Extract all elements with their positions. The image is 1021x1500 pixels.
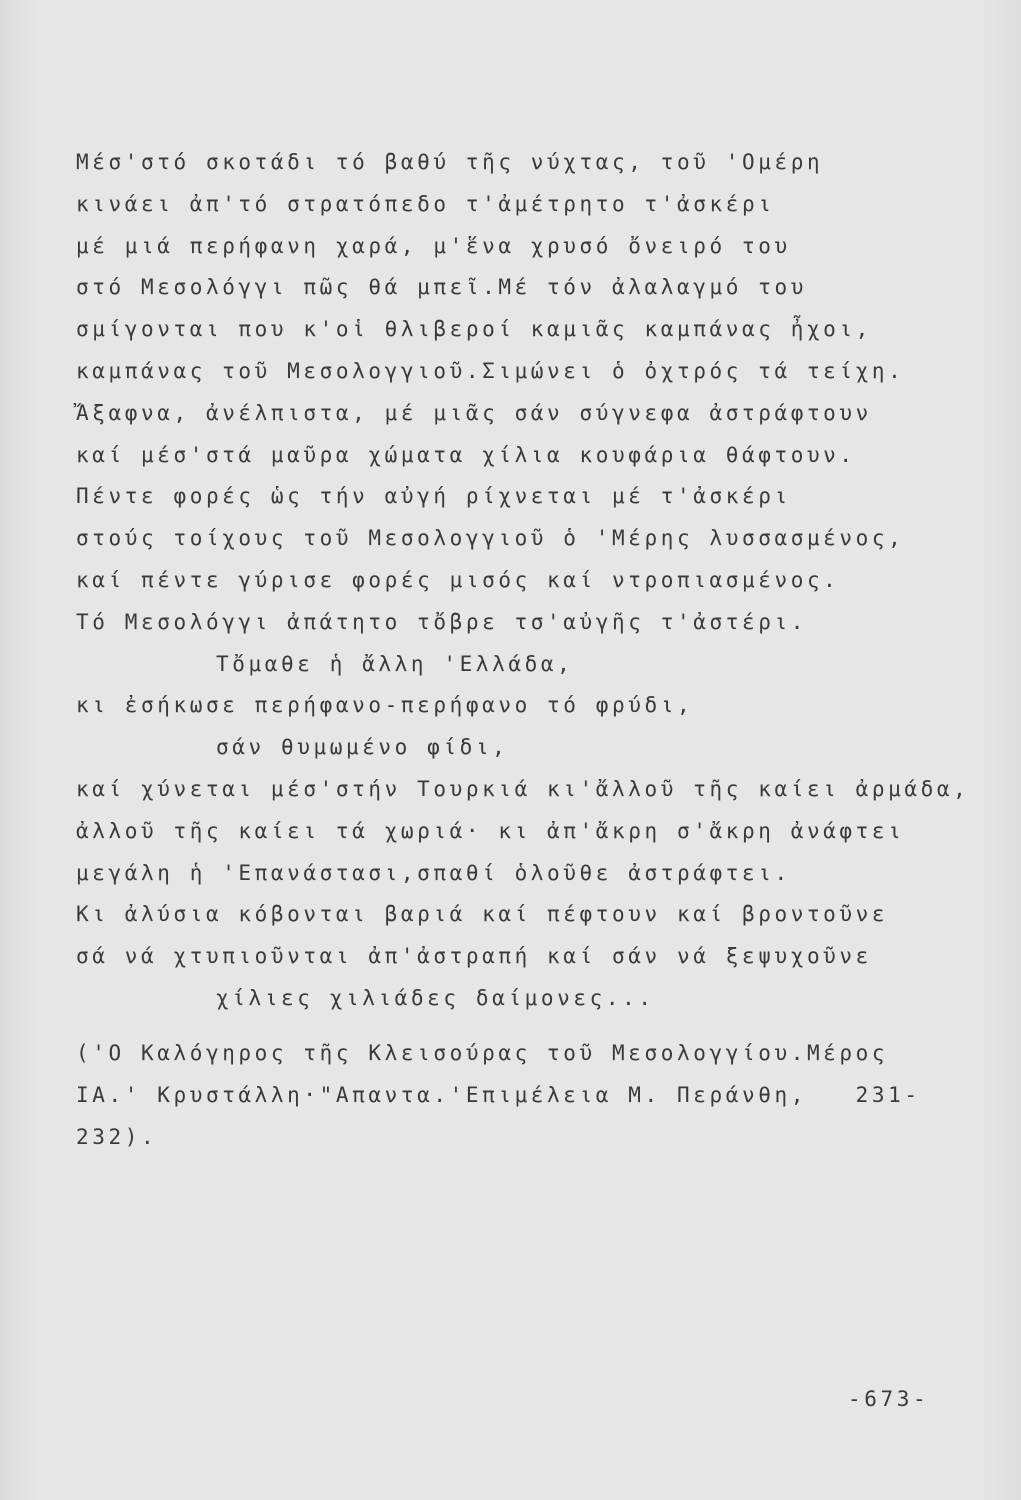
- poem-line: κινάει ἀπ'τό στρατόπεδο τ'ἀμέτρητο τ'ἀσκέρι: [76, 191, 775, 216]
- poem-line: Ἄξαφνα, ἀνέλπιστα, μέ μιᾶς σάν σύγνεφα ἀστράφτουν: [76, 400, 872, 425]
- poem-line: σάν θυμωμένο φίδι,: [216, 735, 509, 760]
- citation-line: 232).: [76, 1124, 158, 1149]
- poem-line: καί πέντε γύρισε φορές μισός καί ντροπιασμένος.: [76, 567, 840, 592]
- poem-line: στούς τοίχους τοῦ Μεσολογγιοῦ ὁ 'Μέρης λυσσασμένος,: [76, 526, 905, 551]
- citation-line: ('Ο Καλόγηρος τῆς Κλεισούρας τοῦ Μεσολογγίου.Μέρος: [76, 1041, 889, 1065]
- poem-line: Μέσ'στό σκοτάδι τό βαθύ τῆς νύχτας, τοῦ 'Ομέρη: [76, 150, 824, 174]
- citation-line: ΙΑ.' Κρυστάλλη·"Απαντα.'Επιμέλεια Μ. Περάνθη, 231-: [76, 1082, 921, 1107]
- poem-line: ἀλλοῦ τῆς καίει τά χωριά· κι ἀπ'ἄκρη σ'ἄκρη ἀνάφτει: [76, 818, 905, 843]
- poem-line: Τὄμαθε ἡ ἄλλη 'Ελλάδα,: [216, 651, 574, 676]
- poem-line: σμίγονται που κ'οἱ θλιβεροί καμιᾶς καμπάνας ἦχοι,: [76, 317, 872, 342]
- poem-line: κι ἐσήκωσε περήφανο-περήφανο τό φρύδι,: [76, 693, 694, 718]
- poem-line: μέ μιά περήφανη χαρά, μ'ἕνα χρυσό ὄνειρό του: [76, 233, 791, 258]
- page-number: -673-: [848, 1387, 930, 1411]
- poem-line: καμπάνας τοῦ Μεσολογγιοῦ.Σιμώνει ὁ ὀχτρός τά τείχη.: [76, 358, 905, 383]
- poem-line: καί μέσ'στά μαῦρα χώματα χίλια κουφάρια θάφτουν.: [76, 442, 856, 467]
- poem-line: σά νά χτυπιοῦνται ἀπ'ἀστραπή καί σάν νά ξεψυχοῦνε: [76, 944, 872, 969]
- poem-line: μεγάλη ἡ 'Επανάστασι,σπαθί ὁλοῦθε ἀστράφτει.: [76, 860, 791, 885]
- poem-line: Πέντε φορές ὡς τήν αὐγή ρίχνεται μέ τ'ἀσκέρι: [76, 484, 791, 509]
- poem-line: καί χύνεται μέσ'στήν Τουρκιά κι'ἄλλοῦ τῆς καίει ἀρμάδα,: [76, 776, 970, 801]
- poem-line: Κι ἀλύσια κόβονται βαριά καί πέφτουν καί βροντοῦνε: [76, 902, 889, 927]
- poem-line: χίλιες χιλιάδες δαίμονες...: [216, 985, 655, 1010]
- poem-line: Τό Μεσολόγγι ἀπάτητο τὄβρε τσ'αὐγῆς τ'ἀστέρι.: [76, 609, 807, 634]
- poem-line: στό Μεσολόγγι πῶς θά μπεῖ.Μέ τόν ἀλαλαγμό του: [76, 275, 807, 300]
- source-citation: [76, 1033, 1006, 1158]
- poem-text: [76, 142, 1006, 1020]
